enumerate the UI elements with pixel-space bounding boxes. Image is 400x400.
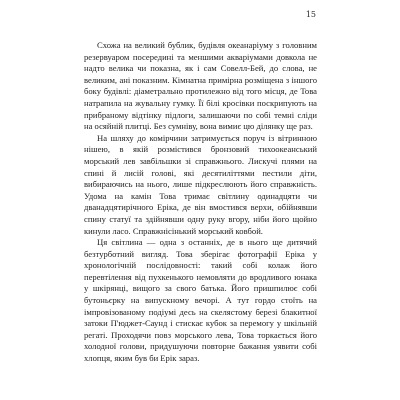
paragraph-3: Ця світлина — одна з останніх, де в нього ще дитячий безтурботний вигляд. Това зберігає фотографії Еріка у хронологічній послідовності: такий собі колаж його перевтілення від пухкенького немовляти до вродливого юнака у шкірянці, вищого за свого батька. Його пришпилює собі бутоньєрку на випускному вечорі. А тут гордо стоїть на імпровізованому подіумі десь на скелястому березі блакитної затоки П'юджет-Саунд і стискає кубок за перемогу у шкільній регаті. Проходячи повз морського лева, Това торкається його холодної голови, придушуючи повторне бажання уявити собі хлопця, яким був би Ерік зараз.: [84, 237, 317, 364]
paragraph-2: На шляху до комірчини затримується поруч із вітринною нішею, в якій розмістився бронзовий тихоокеанський морський лев завбільшки зі справжнього. Лискучі плями на спині й лисій голові, які десятиліттями пестили діти, вибираючись на нього, лише підкреслюють його справжність. Удома на камін Това тримає світлину одинадцяти чи дванадцятирічного Еріка, де він вмостився верхи, обійнявши спину статуї та здійнявши одну руку вгору, ніби його щойно кинули ласо. Справжнісінький морський ковбой.: [84, 132, 317, 236]
paragraph-1: Схожа на великий бублик, будівля океанаріуму з головним резервуаром посередині та меншими акваріумами довкола не надто велика чи показна, як і сам Совелл-Бей, до слова, не великим, ані показним. Кімнатна примірна розміщена з іншого боку будівлі: діаметрально протилежно від того місця, де Това натрапила на жувальну гумку. Її білі кросівки поскрипують на прибраному відтінку підлоги, залишаючи по собі темні сліди на осяйній плитці. Без сумніву, вона вимиє цю ділянку ще раз.: [84, 40, 317, 132]
body-text: [84, 40, 317, 365]
page-number: 15: [305, 10, 316, 19]
